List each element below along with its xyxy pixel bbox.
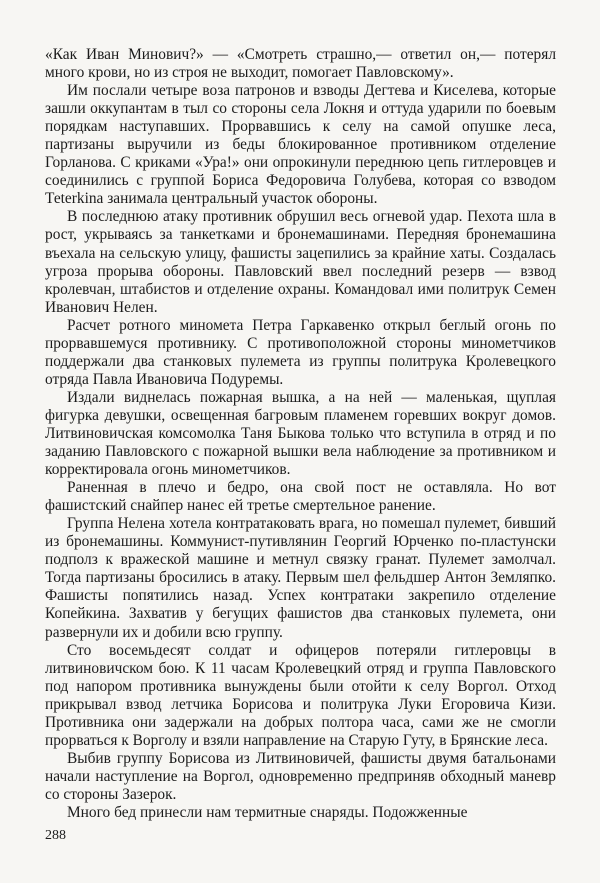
paragraph: Издали виднелась пожарная вышка, а на ней — маленькая, щуплая фигурка девушки, освещенная багровым пламенем горевших вокруг домов. Литвиновичская комсомолка Таня Быкова только что вступила в отряд и по заданию Павловского с пожарной вышки вела наблюдение за противником и корректировала огонь минометчиков.: [45, 388, 556, 479]
paragraph: Группа Нелена хотела контратаковать врага, но помешал пулемет, бивший из бронемашины. Коммунист-путивлянин Георгий Юрченко по-пластунски подполз к вражеской машине и метнул связку гранат. Пулемет замолчал. Тогда партизаны бросились в атаку. Первым шел фельдшер Антон Земляпко. Фашисты попятились назад. Успех контратаки закрепило отделение Копейкина. Захватив у бегущих фашистов два станковых пулемета, они развернули их и добили всю группу.: [45, 515, 556, 641]
paragraph: Выбив группу Борисова из Литвиновичей, фашисты двумя батальонами начали наступление на Воргол, одновременно предприняв обходный маневр со стороны Зазерок.: [45, 749, 556, 803]
paragraph: В последнюю атаку противник обрушил весь огневой удар. Пехота шла в рост, укрываясь за танкетками и бронемашинами. Передняя бронемашина въехала на сельскую улицу, фашисты зацепились за крайние хаты. Создалась угроза прорыва обороны. Павловский ввел последний резерв — взвод кролевчан, штабистов и отделение охраны. Командовал ими политрук Семен Иванович Нелен.: [45, 208, 556, 316]
paragraph: «Как Иван Минович?» — «Смотреть страшно,— ответил он,— потерял много крови, но из строя не выходит, помогает Павловскому».: [45, 46, 556, 82]
paragraph: Сто восемьдесят солдат и офицеров потеряли гитлеровцы в литвиновичском бою. К 11 часам Кролевецкий отряд и группа Павловского под напором противника вынуждены были отойти к селу Воргол. Отход прикрывал взвод летчика Борисова и политрука Луки Егоровича Кизи. Противника они задержали на добрых полтора часа, сами же не смогли прорваться к Ворголу и взяли направление на Старую Гуту, в Брянские леса.: [45, 641, 556, 749]
paragraph: Расчет ротного миномета Петра Гаркавенко открыл беглый огонь по прорвавшемуся противнику. С противоположной стороны минометчиков поддержали два станковых пулемета из группы политрука Кролевецкого отряда Павла Ивановича Подуремы.: [45, 316, 556, 388]
paragraph: Им послали четыре воза патронов и взводы Дегтева и Киселева, которые зашли оккупантам в тыл со стороны села Локня и оттуда ударили по боевым порядкам наступавших. Прорвавшись к селу на самой опушке леса, партизаны выручили из беды блокированное противником отделение Горланова. С криками «Ура!» они опрокинули переднюю цепь гитлеровцев и соединились с группой Бориса Федоровича Голубева, которая со взводом Теterkina занимала центральный участок обороны.: [45, 82, 556, 208]
page-number: 288: [45, 828, 66, 843]
paragraph: Много бед принесли нам термитные снаряды. Подожженные: [67, 803, 468, 821]
paragraph: Раненная в плечо и бедро, она свой пост не оставляла. Но вот фашистский снайпер нанес ей третье смертельное ранение.: [45, 479, 556, 515]
body-text: [45, 46, 556, 822]
